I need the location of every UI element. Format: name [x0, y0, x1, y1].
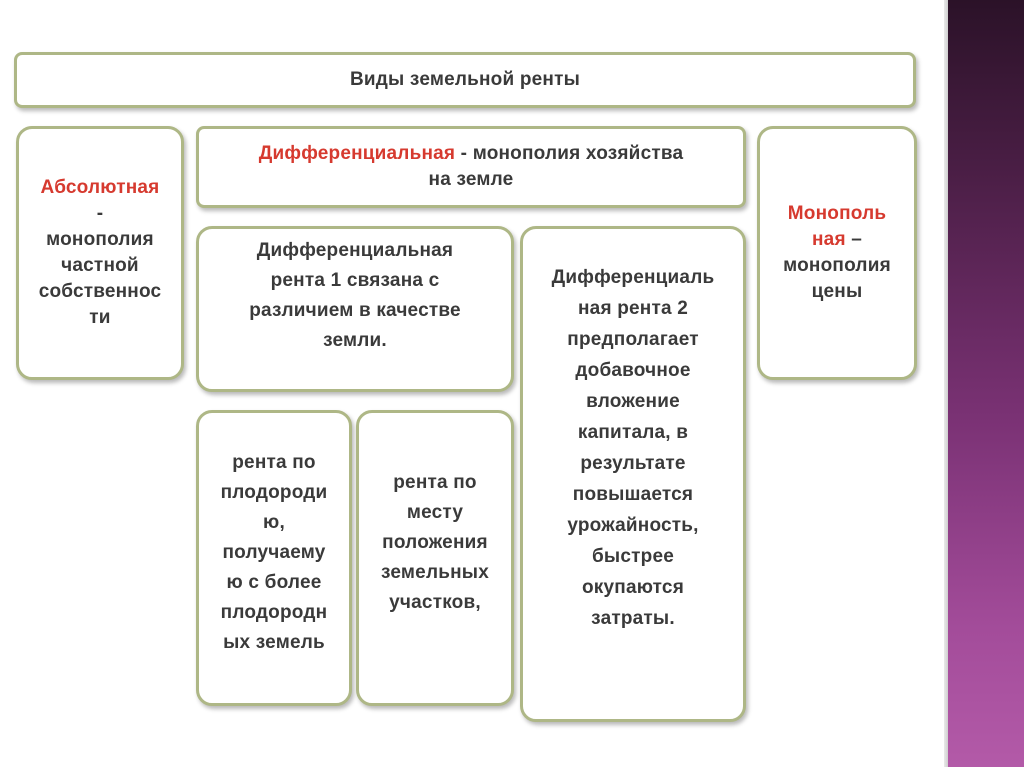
differential-rent-desc-line2: на земле	[428, 169, 514, 190]
differential-rent-title: Дифференциальная	[258, 143, 456, 164]
absolute-rent-title: Абсолютная	[40, 177, 160, 198]
rent2-line: затраты.	[591, 608, 675, 629]
rent2-line: повышается	[572, 484, 694, 505]
rent2-line: добавочное	[575, 360, 691, 381]
fertility-rent-box	[196, 410, 352, 706]
fertility-line: плодородн	[220, 602, 328, 623]
rent2-line: ная рента 2	[578, 298, 688, 319]
rent1-line: различием в качестве	[249, 300, 461, 321]
fertility-line: ых земель	[223, 632, 325, 653]
absolute-rent-line: ти	[89, 307, 111, 328]
monopoly-rent-line: монополия	[783, 255, 891, 276]
rent2-line: капитала, в	[577, 422, 689, 443]
fertility-line: рента по	[232, 452, 316, 473]
monopoly-rent-dash: –	[845, 229, 862, 250]
rent1-line: Дифференциальная	[256, 240, 454, 261]
differential-rent-1-box	[196, 226, 514, 392]
rent2-line: Дифференциаль	[551, 267, 715, 288]
rent2-line: вложение	[586, 391, 680, 412]
location-line: месту	[406, 502, 464, 523]
rent1-line: земли.	[323, 330, 387, 351]
fertility-line: ю,	[263, 512, 285, 533]
rent2-line: окупаются	[582, 577, 684, 598]
rent2-line: быстрее	[592, 546, 674, 567]
differential-rent-2-box	[520, 226, 746, 722]
differential-rent-desc: - монополия хозяйства	[455, 143, 684, 164]
monopoly-rent-title: Монополь	[787, 203, 887, 224]
absolute-rent-line: монополия	[46, 229, 154, 250]
monopoly-rent-box	[757, 126, 917, 380]
location-line: земельных	[381, 562, 489, 583]
location-line: участков,	[389, 592, 481, 613]
differential-rent-box	[196, 126, 746, 208]
absolute-rent-line: частной	[61, 255, 139, 276]
title-box	[14, 52, 916, 108]
rent2-line: результате	[580, 453, 686, 474]
location-line: рента по	[393, 472, 477, 493]
absolute-rent-line: собственнос	[38, 281, 162, 302]
fertility-line: плодороди	[220, 482, 328, 503]
decorative-sidebar	[948, 0, 1024, 767]
fertility-line: получаему	[222, 542, 326, 563]
location-line: положения	[382, 532, 488, 553]
absolute-rent-box	[16, 126, 184, 380]
rent2-line: урожайность,	[567, 515, 699, 536]
monopoly-rent-title-end: ная	[812, 229, 846, 250]
rent1-line: рента 1 связана с	[270, 270, 440, 291]
rent2-line: предполагает	[567, 329, 699, 350]
absolute-rent-separator: -	[96, 203, 104, 224]
fertility-line: ю с более	[226, 572, 322, 593]
diagram-title: Виды земельной ренты	[349, 69, 581, 90]
location-rent-box	[356, 410, 514, 706]
monopoly-rent-line: цены	[811, 281, 863, 302]
